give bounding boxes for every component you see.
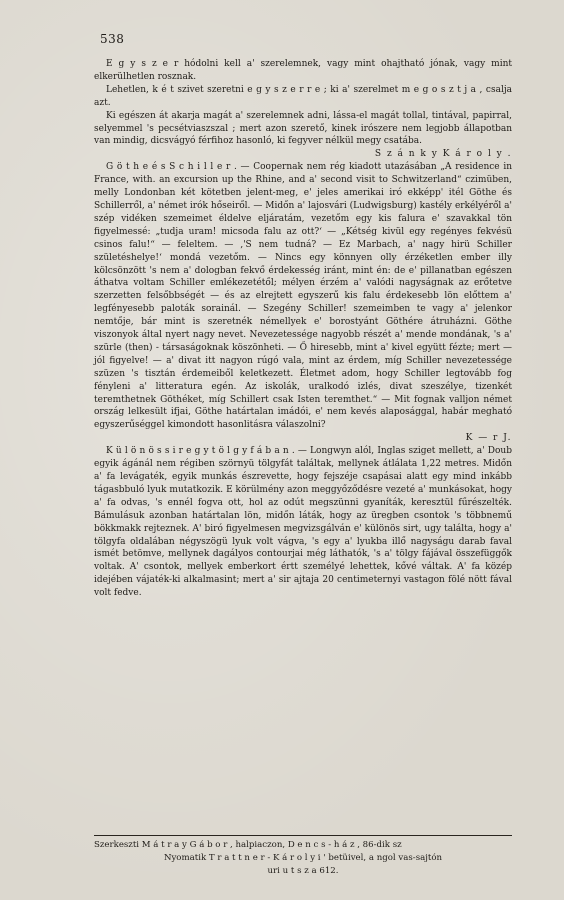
author-signature-szanky: S z á n k y K á r o l y . xyxy=(374,149,512,160)
footer-rule xyxy=(94,835,512,836)
imprint-address-line: uri u t s z a 612. xyxy=(267,866,339,876)
imprint-printer-line: Nyomatik T r a t t n e r - K á r o l y i ' betüivel, a ngol vas-sajtón xyxy=(163,853,443,863)
paragraph-szerelem-1: E g y s z e r hódolni kell a' szerelemnek, vagy mint ohajtható jónak, vagy mint elkerülhetlen rosznak. xyxy=(94,59,512,82)
paragraph-kulonos-sir: K ü l ö n ö s s i r e g y t ö l g y f á b a n . — Longwyn alól, Inglas sziget mellett, a' Doub egyik ágánál nem régiben szörnyü tölgyfát találtak, mellynek átlálata 1,22 metres. Midőn a' fa levágaték, egyik munkás észrevette, hogy fejszéje csapásai alatt egy mind inkább tágasbbuló lyuk mutatkozik. E körülmény azon meggyőződésre vezeté a' munkásokat, hogy a' fa odvas, 's ennél fogva ott, hol az odút megszünni gyaníták, keresztül fűrészelték. Bámulásuk azonban határtalan lön, midőn láták, hogy az üregben csontok 's többnemű bökkmakk rejteznek. A' biró figyelmesen megvizsgálván e' különös sirt, ugy találta, hogy a' tölgyfa oldalában négyszögü lyuk volt vágva, 's egy a' lyukba illő nagyságu darab faval ismét betömve, mellynek dagályos contourjai még láthatók, 's a' tölgy fájával összefüggők voltak. A' csontok, mellyek emberkort értt személyé lehettek, kővé váltak. A' fa közép idejében vájaték-ki alkalmasint; mert a' sir ajtaja 20 centimeternyi vastagon fölé nött fával volt fedve. xyxy=(94,446,512,599)
paragraph-szerelem-3: Ki egészen át akarja magát a' szerelemnek adni, lássa-el magát tollal, tintával, papirral, selyemmel 's pecsétviaszszal ; mert azon szerető, kinek irószere nem legjobb állapotban van mindig, dicsvágyó férfihoz hasonló, ki fegyver nélkül megy csatába. xyxy=(94,110,512,147)
paragraph-gothe-schiller: G ö t h e é s S c h i l l e r . — Coopernak nem rég kiadott utazásában „A residence in France, with. an excursion up the Rhine, and a' second visit to Schwitzerland“ czimüben, melly Londonban két kötetben jelent-meg, e' jeles amerikai iró ekképp' itél Göthe és Schillerről, a' német irók hőseiről. — Midőn a' lajosvári (Ludwigsburg) kastély erkélyéről a' szép vidéken szemeimet éldelve eljáratám, vezetőm egy kis falura e' szavakkal tön figyelmessé: „tudja uram! micsoda falu az ott?‘ — „Kétség kivül egy regényes fekvésü csinos falu!“ — feleltem. — ‚'S nem tudná? — Ez Marbach, a' nagy hirü Schiller születéshelye!‘ mondá vezetőm. — Nincs egy könnyen olly érzéketlen ember illy kölcsönzött 's nem a' dologban fekvő érdekesség iránt, mint én: de e' pillanatban egészen áthatva voltam Schiller emlékezetétől; mélyen érzém a' valódi nagyságnak az erőtetve szerzetten felsőbbségét — és az elrejtett egyszerű kis falu érdekesebb lön előttem a' legfényesebb paloták sorainál. — Szegény Schiller! szemeimben te vagy a' jelenkor nemtője, bár mint is szeretnék némellyek e' borostyánt Göthére átruházni. Göthe viszonyok által nyert nagy nevet. Nevezetessége nagyobb részét a' mende mondának, 's a' szürle (then) - társaságoknak köszönheti. — Ő hiresebb, mint a' kivel együtt fézte; mert — jól figyelve! — a' divat itt nagyon rúgó vala, mint az érdem, míg Schiller nevezetessége szüzen 's tisztán érdemeiből keletkezett. Életmet adom, hogy Schiller legtovább fog fényleni a' litteratura egén. Az iskolák, uralkodó izlés, divat szeszélye, tizenkét teremthetnek Göthéket, míg Schillert csak Isten teremthet.“ — Mit fognak valljon német ország lelkesült ifjai, Göthe határtalan imádói, e' nem kevés alaposággal, habár megható egyszerűséggel kimondott hasonlitásra válaszolni? xyxy=(94,162,512,431)
imprint-block xyxy=(94,839,512,878)
article-body xyxy=(94,58,512,600)
paragraph-szerelem-2: Lehetlen, k é t szivet szeretni e g y s z e r r e ; ki a' szerelmet m e g o s z t j a , csalja azt. xyxy=(94,84,512,108)
author-signature-kr: K — r J. xyxy=(465,433,512,444)
page-number: 538 xyxy=(100,32,125,46)
imprint-editor-line: Szerkeszti M á t r a y G á b o r , halpiaczon, D e n c s - h á z , 86-dik sz xyxy=(94,840,402,850)
